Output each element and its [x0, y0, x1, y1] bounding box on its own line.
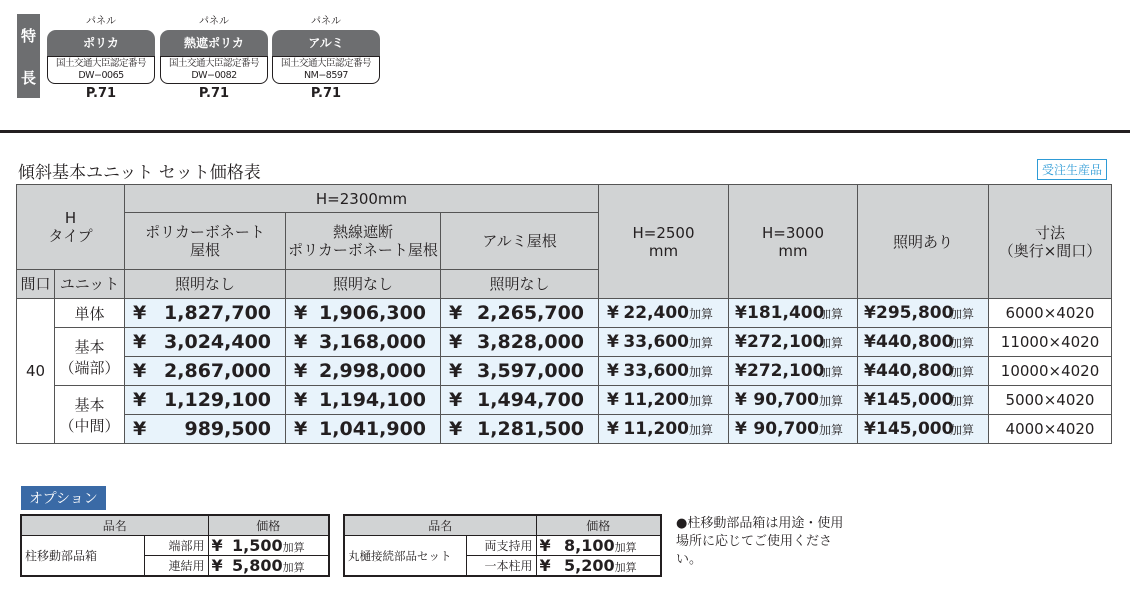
header-text: H [64, 209, 77, 227]
price-value: 11,200 [623, 390, 690, 410]
yen-sign: ¥ [211, 556, 223, 575]
price-value: 90,700 [753, 419, 820, 439]
cert-label: 国土交通大臣認定番号 [55, 58, 146, 69]
addon-label: 加算 [282, 561, 305, 574]
addon-cell [729, 328, 858, 357]
price-value: 3,168,000 [319, 331, 427, 353]
feature-polycarbonate [47, 14, 155, 101]
price-value: 272,100 [747, 332, 825, 352]
table-row [17, 328, 1112, 357]
features-side-char: 特 [20, 26, 36, 45]
addon-cell [729, 415, 858, 444]
unit-cell [55, 328, 125, 386]
cert-label: 国土交通大臣認定番号 [168, 58, 259, 69]
addon-label: 加算 [689, 336, 714, 350]
price-value: 440,800 [876, 361, 954, 381]
addon-label: 加算 [689, 307, 714, 321]
options-header-price: 価格 [208, 515, 329, 536]
addon-label: 加算 [689, 423, 714, 437]
addon-label: 加算 [950, 365, 975, 379]
addon-label: 加算 [614, 541, 637, 554]
feature-heat-polycarbonate [160, 14, 268, 101]
yen-sign: ¥ [294, 389, 308, 411]
addon-label: 加算 [950, 394, 975, 408]
width-cell: 40 [17, 299, 55, 444]
price-cell [441, 386, 599, 415]
price-value: 2,998,000 [319, 360, 427, 382]
price-value: 1,129,100 [164, 389, 272, 411]
price-value: 1,041,900 [319, 418, 427, 440]
unit-cell: 単体 [55, 299, 125, 328]
option-sub: 端部用 [144, 536, 208, 556]
dimension-cell: 5000×4020 [989, 386, 1112, 415]
addon-cell [599, 386, 729, 415]
price-cell [286, 299, 441, 328]
table-row [17, 299, 1112, 328]
header-text: H=3000 [762, 223, 825, 242]
addon-cell [729, 386, 858, 415]
price-cell [125, 328, 286, 357]
addon-label: 加算 [950, 307, 975, 321]
price-value: 3,597,000 [477, 360, 585, 382]
table-row [344, 536, 661, 556]
addon-cell [858, 386, 989, 415]
price-cell [286, 415, 441, 444]
option-price [208, 536, 329, 556]
option-sub: 連結用 [144, 556, 208, 577]
price-cell [286, 386, 441, 415]
price-value: 2,867,000 [164, 360, 272, 382]
feature-cert [47, 56, 155, 84]
header-h3000 [729, 185, 858, 299]
addon-label: 加算 [614, 561, 637, 574]
yen-sign: ¥ [133, 418, 147, 440]
header-text: ポリカーボネート [145, 223, 265, 241]
features-side-label [17, 14, 40, 98]
addon-cell [599, 415, 729, 444]
yen-sign: ¥ [449, 418, 463, 440]
addon-label: 加算 [282, 541, 305, 554]
table-row [17, 415, 1112, 444]
yen-sign: ¥ [133, 331, 147, 353]
price-value: 1,281,500 [477, 418, 585, 440]
addon-cell [599, 357, 729, 386]
feature-cert [272, 56, 380, 84]
unit-text: 基本 [74, 337, 105, 356]
yen-sign: ¥ [607, 390, 619, 410]
header-h2300: H=2300mm [125, 185, 599, 213]
yen-sign: ¥ [864, 332, 876, 352]
option-price [208, 556, 329, 577]
dimension-cell: 6000×4020 [989, 299, 1112, 328]
yen-sign: ¥ [607, 332, 619, 352]
page-ref[interactable]: P.71 [85, 86, 117, 101]
price-cell [125, 415, 286, 444]
price-value: 22,400 [623, 303, 690, 323]
yen-sign: ¥ [864, 419, 876, 439]
price-cell [441, 415, 599, 444]
price-value: 90,700 [753, 390, 820, 410]
header-text: 屋根 [190, 241, 221, 259]
options-table-right [343, 514, 662, 577]
feature-small-label: パネル [199, 16, 229, 27]
dimension-cell: 11000×4020 [989, 328, 1112, 357]
yen-sign: ¥ [449, 389, 463, 411]
header-text: 寸法 [1035, 223, 1066, 242]
addon-label: 加算 [950, 336, 975, 350]
option-name: 柱移動部品箱 [21, 536, 144, 577]
yen-sign: ¥ [735, 303, 747, 323]
page-ref[interactable]: P.71 [198, 86, 230, 101]
option-price [536, 556, 661, 577]
option-note: ●柱移動部品箱は用途・使用場所に応じてご使用ください。 [676, 516, 844, 567]
header-polycarbonate [125, 213, 286, 270]
header-text: H=2500 [632, 223, 695, 242]
price-table [16, 184, 1112, 444]
options-table-left [20, 514, 330, 577]
page-ref[interactable]: P.71 [310, 86, 342, 101]
price-value: 3,024,400 [164, 331, 272, 353]
table-row [17, 357, 1112, 386]
addon-cell [858, 328, 989, 357]
feature-cert [160, 56, 268, 84]
yen-sign: ¥ [607, 361, 619, 381]
price-cell [286, 357, 441, 386]
header-h2500 [599, 185, 729, 299]
header-no-lighting: 照明なし [441, 270, 599, 299]
options-header-name: 品名 [21, 515, 208, 536]
addon-label: 加算 [819, 423, 844, 437]
addon-label: 加算 [819, 307, 844, 321]
price-cell [125, 357, 286, 386]
yen-sign: ¥ [211, 536, 223, 555]
yen-sign: ¥ [294, 418, 308, 440]
options-header-name: 品名 [344, 515, 536, 536]
price-cell [441, 299, 599, 328]
price-value: 33,600 [623, 361, 690, 381]
features-side-char: 長 [20, 68, 36, 87]
page-title: 傾斜基本ユニット セット価格表 [18, 163, 261, 183]
yen-sign: ¥ [449, 302, 463, 324]
feature-name: アルミ [272, 30, 380, 56]
price-value: 1,194,100 [319, 389, 427, 411]
price-value: 2,265,700 [477, 302, 585, 324]
options-label: オプション [21, 486, 106, 510]
price-cell [441, 357, 599, 386]
addon-cell [858, 357, 989, 386]
price-value: 440,800 [876, 332, 954, 352]
yen-sign: ¥ [133, 389, 147, 411]
price-value: 145,000 [876, 390, 954, 410]
header-text: 熱線遮断 [333, 223, 394, 241]
header-lighting: 照明あり [858, 185, 989, 299]
dimension-cell: 10000×4020 [989, 357, 1112, 386]
divider [0, 130, 1130, 133]
addon-cell [858, 299, 989, 328]
header-text: mm [778, 241, 808, 260]
header-text: ポリカーボネート屋根 [288, 241, 438, 259]
price-value: 3,828,000 [477, 331, 585, 353]
cert-number: DW−0082 [191, 70, 237, 81]
addon-label: 加算 [689, 394, 714, 408]
price-value: 11,200 [623, 419, 690, 439]
yen-sign: ¥ [294, 331, 308, 353]
price-value: 8,100 [564, 536, 615, 555]
option-name: 丸樋接続部品セット [344, 536, 466, 577]
header-text: mm [648, 241, 679, 260]
feature-small-label: パネル [86, 16, 116, 27]
addon-label: 加算 [819, 394, 844, 408]
header-width: 間口 [17, 270, 55, 299]
cert-number: NM−8597 [304, 70, 348, 81]
price-cell [286, 328, 441, 357]
header-no-lighting: 照明なし [286, 270, 441, 299]
addon-cell [599, 328, 729, 357]
yen-sign: ¥ [864, 303, 876, 323]
feature-name: ポリカ [47, 30, 155, 56]
addon-label: 加算 [819, 365, 844, 379]
addon-label: 加算 [689, 365, 714, 379]
header-dimensions [989, 185, 1112, 299]
header-aluminum: アルミ屋根 [441, 213, 599, 270]
header-heat-polycarbonate [286, 213, 441, 270]
yen-sign: ¥ [294, 360, 308, 382]
header-unit: ユニット [55, 270, 125, 299]
feature-small-label: パネル [311, 16, 341, 27]
price-value: 5,800 [232, 556, 283, 575]
option-sub: 両支持用 [466, 536, 536, 556]
yen-sign: ¥ [449, 331, 463, 353]
yen-sign: ¥ [735, 361, 747, 381]
addon-cell [858, 415, 989, 444]
header-no-lighting: 照明なし [125, 270, 286, 299]
option-sub: 一本柱用 [466, 556, 536, 577]
price-value: 272,100 [747, 361, 825, 381]
price-cell [125, 386, 286, 415]
dimension-cell: 4000×4020 [989, 415, 1112, 444]
yen-sign: ¥ [735, 390, 747, 410]
yen-sign: ¥ [294, 302, 308, 324]
unit-text: （中間） [59, 416, 120, 435]
addon-cell [729, 299, 858, 328]
yen-sign: ¥ [864, 390, 876, 410]
cert-number: DW−0065 [78, 70, 124, 81]
price-value: 5,200 [564, 556, 615, 575]
header-text: （奥行×間口） [998, 241, 1102, 260]
feature-aluminum [272, 14, 380, 101]
table-row [17, 386, 1112, 415]
option-price [536, 536, 661, 556]
price-value: 989,500 [184, 418, 272, 440]
unit-text: （端部） [59, 358, 120, 377]
header-h-type [17, 185, 125, 270]
cert-label: 国土交通大臣認定番号 [280, 58, 371, 69]
addon-label: 加算 [819, 336, 844, 350]
unit-text: 基本 [74, 395, 105, 414]
yen-sign: ¥ [735, 332, 747, 352]
yen-sign: ¥ [539, 556, 551, 575]
yen-sign: ¥ [864, 361, 876, 381]
price-value: 1,500 [232, 536, 283, 555]
price-cell [441, 328, 599, 357]
price-value: 1,827,700 [164, 302, 272, 324]
unit-cell [55, 386, 125, 444]
yen-sign: ¥ [133, 302, 147, 324]
price-cell [125, 299, 286, 328]
price-value: 1,494,700 [477, 389, 585, 411]
options-header-price: 価格 [536, 515, 661, 536]
price-value: 145,000 [876, 419, 954, 439]
price-value: 1,906,300 [319, 302, 427, 324]
yen-sign: ¥ [449, 360, 463, 382]
yen-sign: ¥ [133, 360, 147, 382]
yen-sign: ¥ [607, 303, 619, 323]
feature-name: 熱遮ポリカ [160, 30, 268, 56]
price-value: 295,800 [876, 303, 954, 323]
addon-cell [729, 357, 858, 386]
price-value: 181,400 [747, 303, 825, 323]
header-text: タイプ [48, 227, 93, 245]
addon-label: 加算 [950, 423, 975, 437]
made-to-order-badge: 受注生産品 [1037, 159, 1107, 180]
price-value: 33,600 [623, 332, 690, 352]
addon-cell [599, 299, 729, 328]
table-row [21, 536, 329, 556]
yen-sign: ¥ [539, 536, 551, 555]
yen-sign: ¥ [735, 419, 747, 439]
yen-sign: ¥ [607, 419, 619, 439]
